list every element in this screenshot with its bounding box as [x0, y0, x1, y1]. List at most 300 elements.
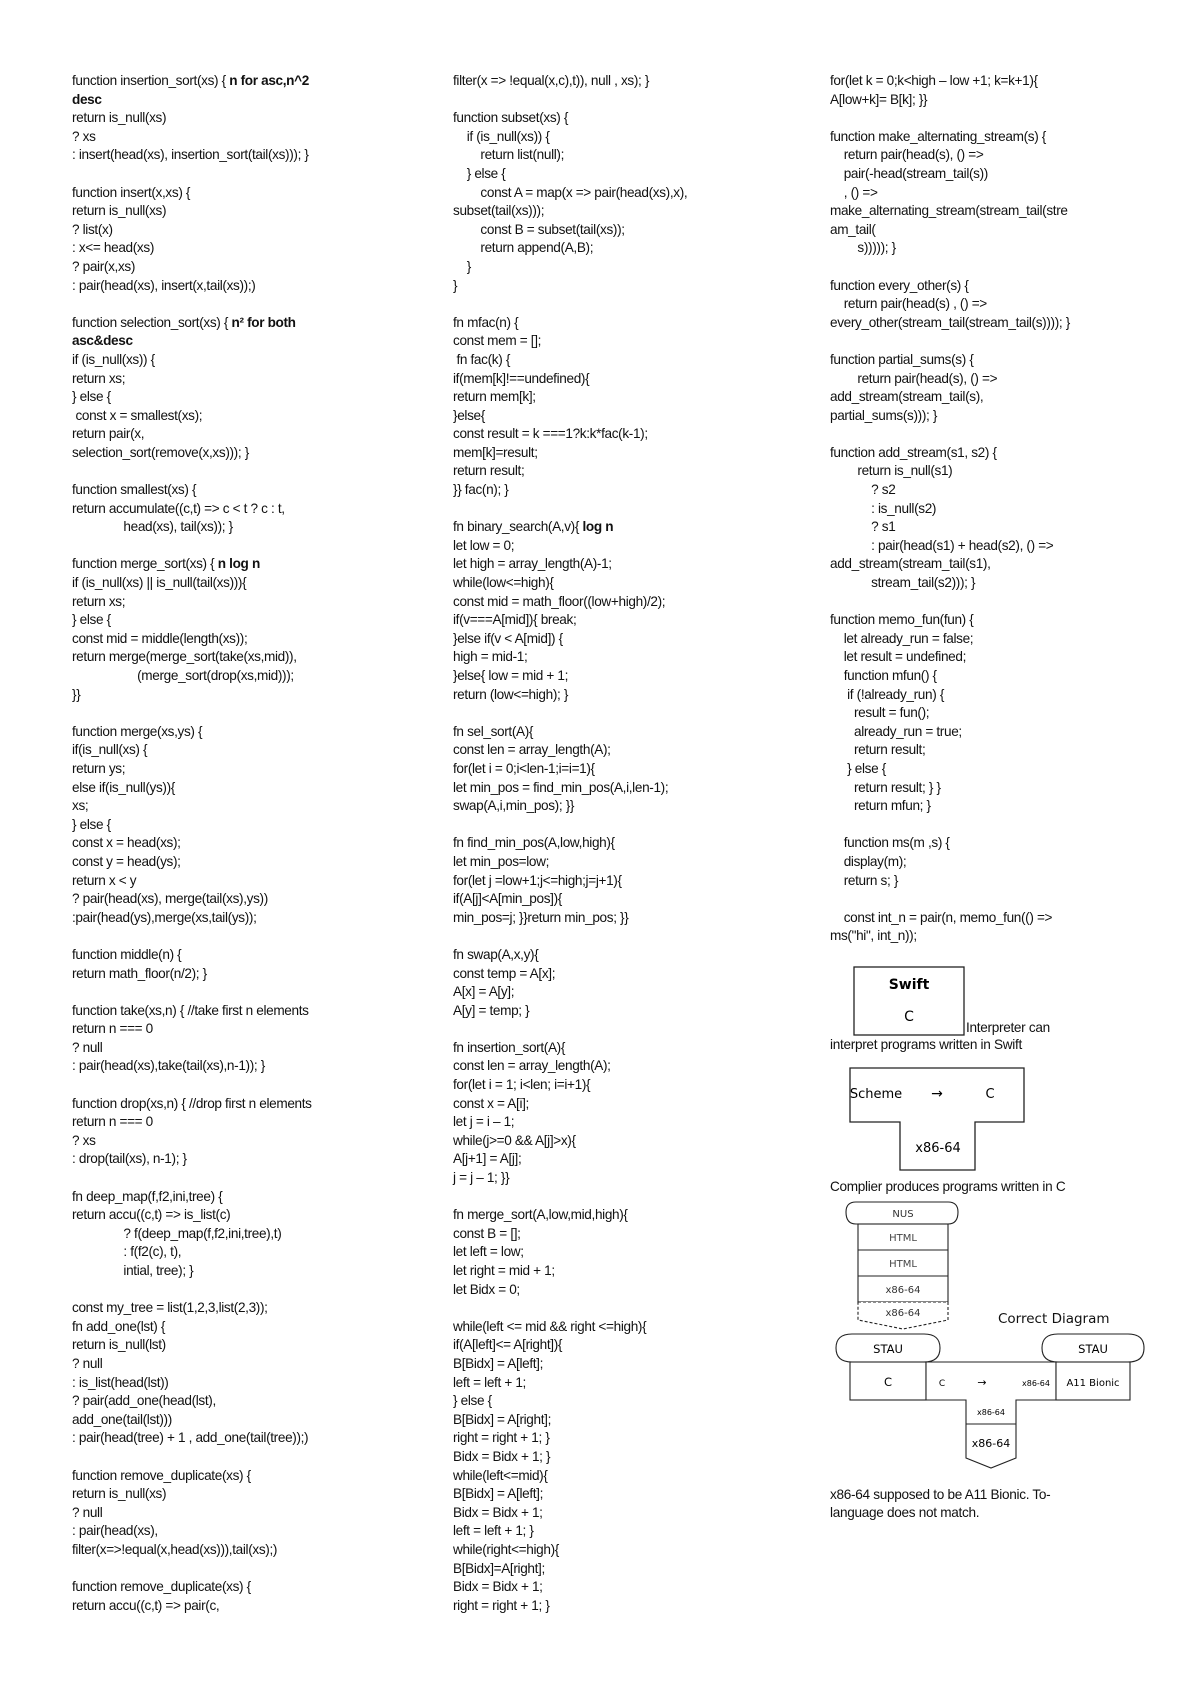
code-line: [453, 909, 788, 928]
code-line-text: const B = [];: [453, 1225, 521, 1241]
code-line: [453, 277, 788, 296]
code-line-text: fn deep_map(f,f2,ini,tree) {: [72, 1188, 223, 1204]
code-line-text: fn fac(k) {: [453, 351, 511, 367]
code-line-text: Bidx = Bidx + 1;: [453, 1504, 543, 1520]
code-line: [453, 574, 788, 593]
code-line-text: return accu((c,t) => is_list(c): [72, 1207, 231, 1223]
code-line-text: B[Bidx] = A[right];: [453, 1411, 551, 1427]
right-interpreter-top: STAU: [1078, 1341, 1108, 1356]
stack-label-5: x86-64: [885, 1307, 921, 1319]
code-block: [453, 1039, 788, 1188]
code-line: [453, 407, 788, 426]
code-line-text: , () =>: [830, 184, 878, 200]
code-line-text: for(let j =low+1;j<=high;j=j+1){: [453, 872, 622, 888]
code-line: [453, 1336, 788, 1355]
code-line: [453, 239, 788, 258]
code-block: [830, 909, 1160, 946]
code-line: [453, 890, 788, 909]
code-line: [830, 500, 1160, 519]
code-line: [453, 258, 788, 277]
code-line: [72, 277, 407, 296]
code-line-text: ? null: [72, 1504, 103, 1520]
code-line-text: const len = array_length(A);: [453, 742, 611, 758]
code-line-text: function drop(xs,n) { //drop first n elements: [72, 1095, 312, 1111]
code-line-text: const len = array_length(A);: [453, 1058, 611, 1074]
code-line: [830, 277, 1160, 296]
code-line: [830, 239, 1160, 258]
code-line-text: return xs;: [72, 593, 126, 609]
right-interpreter-bottom: A11 Bionic: [1066, 1377, 1120, 1389]
code-line: [453, 760, 788, 779]
code-line: [830, 370, 1160, 389]
code-line-text: function insertion_sort(xs) {: [72, 73, 230, 88]
code-line: [453, 1560, 788, 1579]
code-line: [72, 388, 407, 407]
code-line-text: return x < y: [72, 872, 137, 888]
code-block: [72, 1467, 407, 1560]
code-line: [453, 332, 788, 351]
code-line-text: : pair(head(tree) + 1 , add_one(tail(tree));): [72, 1430, 309, 1446]
code-line-text: fn find_min_pos(A,low,high){: [453, 835, 615, 851]
code-line: [453, 1504, 788, 1523]
code-line-text: const mid = middle(length(xs));: [72, 630, 248, 646]
code-line-text: return n === 0: [72, 1114, 153, 1130]
code-line-text: const result = k ===1?k:k*fac(k-1);: [453, 426, 648, 442]
code-line: [830, 165, 1160, 184]
left-interpreter-bottom: C: [883, 1374, 893, 1389]
code-block: [453, 1206, 788, 1299]
code-line: [72, 834, 407, 853]
code-line: [453, 946, 788, 965]
code-line-text: min_pos=j; }}return min_pos; }}: [453, 909, 629, 925]
code-line-text: fn binary_search(A,v){: [453, 519, 583, 535]
code-line-text: return mem[k];: [453, 389, 536, 405]
code-block: [830, 72, 1160, 109]
code-line: [72, 72, 407, 109]
code-line: [72, 1299, 407, 1318]
code-line: [453, 128, 788, 147]
code-line: [453, 518, 788, 537]
code-line-text: B[Bidx] = A[left];: [453, 1486, 544, 1502]
code-line: [830, 91, 1160, 110]
code-line-text: if (!already_run) {: [830, 686, 945, 702]
code-line-text: let right = mid + 1;: [453, 1263, 555, 1278]
code-line: [830, 853, 1160, 872]
interpreter-bottom-label: C: [904, 1008, 914, 1025]
compiler-source-label: Scheme: [849, 1086, 903, 1102]
code-line-text: ? s1: [830, 519, 896, 535]
code-line-text: const A = map(x => pair(head(xs),x),: [453, 184, 688, 200]
code-line: [72, 370, 407, 389]
code-line-text: selection_sort(remove(x,xs))); }: [72, 444, 249, 460]
notes-column-1: [72, 72, 407, 1634]
code-line: [830, 704, 1160, 723]
notes-column-3: [830, 72, 1160, 1522]
code-line-text: B[Bidx]=A[right];: [453, 1560, 545, 1576]
code-line-text: const temp = A[x];: [453, 965, 556, 981]
code-block: [453, 834, 788, 927]
code-line-text: return pair(x,: [72, 426, 145, 442]
code-line-text: return pair(head(s), () =>: [830, 147, 984, 163]
code-line-text: left = left + 1; }: [453, 1523, 534, 1539]
code-block: [72, 1188, 407, 1281]
code-line-text: function memo_fun(fun) {: [830, 612, 974, 628]
code-line-text: j = j – 1; }}: [453, 1170, 510, 1186]
code-line-text: function every_other(s) {: [830, 277, 969, 293]
code-line: [72, 686, 407, 705]
code-line: [72, 1374, 407, 1393]
code-line: [72, 1597, 407, 1616]
code-line: [453, 686, 788, 705]
code-line-text: make_alternating_stream(stream_tail(stre: [830, 203, 1068, 219]
code-line-text: return is_null(s1): [830, 463, 953, 479]
code-line-text: return is_null(lst): [72, 1337, 166, 1353]
code-line-text: ? xs: [72, 128, 96, 144]
code-line-text: :pair(head(ys),merge(xs,tail(ys));: [72, 909, 257, 925]
code-line: [830, 723, 1160, 742]
code-line-text: let min_pos = find_min_pos(A,i,len-1);: [453, 779, 669, 795]
code-line-text: return pair(head(s), () =>: [830, 370, 998, 386]
code-line: [72, 1355, 407, 1374]
stack-label-3: HTML: [889, 1258, 917, 1270]
code-block: [72, 1299, 407, 1448]
code-line: [453, 388, 788, 407]
code-line-text: function partial_sums(s) {: [830, 351, 974, 367]
code-line: [830, 221, 1160, 240]
code-line-text: fn swap(A,x,y){: [453, 946, 539, 962]
code-line: [72, 723, 407, 742]
code-line: [453, 1485, 788, 1504]
code-line-text: return mfun; }: [830, 798, 931, 814]
code-line: [72, 481, 407, 500]
code-line: [830, 779, 1160, 798]
code-line: [453, 1429, 788, 1448]
code-line: [72, 574, 407, 593]
code-line: [72, 741, 407, 760]
code-line-text: } else {: [453, 1393, 492, 1409]
code-line: [453, 1355, 788, 1374]
code-line: [72, 1504, 407, 1523]
code-line-text: return xs;: [72, 370, 126, 386]
code-line-text: }else if(v < A[mid]) {: [453, 630, 563, 646]
code-line: [453, 202, 788, 221]
code-line-text: : x<= head(xs): [72, 240, 154, 256]
code-line: [72, 1262, 407, 1281]
code-line: [453, 555, 788, 574]
code-line-text: for(let i = 1; i<len; i=i+1){: [453, 1077, 591, 1093]
code-line: [830, 909, 1160, 928]
code-line-text: return result;: [830, 742, 926, 758]
code-line-text: ? s2: [830, 482, 896, 498]
notes-column-2: [453, 72, 788, 1634]
code-line: [453, 1597, 788, 1616]
code-line: [72, 872, 407, 891]
complexity-note: n log n: [217, 556, 260, 572]
code-line: [453, 221, 788, 240]
code-line-text: : insert(head(xs), insertion_sort(tail(xs))); }: [72, 147, 309, 163]
code-line: [453, 723, 788, 742]
code-line: [72, 1578, 407, 1597]
combined-diagram: [830, 1196, 1160, 1480]
code-line: [830, 667, 1160, 686]
code-line-text: ms("hi", int_n));: [830, 928, 917, 944]
code-line-text: let low = 0;: [453, 537, 515, 553]
code-line: [453, 1076, 788, 1095]
code-line-text: stream_tail(s2))); }: [830, 575, 976, 591]
code-line-text: : pair(head(s1) + head(s2), () =>: [830, 537, 1054, 553]
code-block: [830, 444, 1160, 593]
code-line-text: head(xs), tail(xs)); }: [72, 519, 233, 535]
code-line: [72, 593, 407, 612]
code-line-text: : is_null(s2): [830, 500, 937, 516]
code-line-text: const x = A[i];: [453, 1095, 529, 1111]
code-line: [72, 109, 407, 128]
code-line-text: function mfun() {: [830, 668, 937, 683]
middle-compiler-machine: x86-64: [977, 1407, 1005, 1417]
code-line: [830, 146, 1160, 165]
code-line-text: const y = head(ys);: [72, 853, 181, 869]
code-line-text: }else{: [453, 407, 485, 423]
code-line-text: filter(x => !equal(x,c),t)), null , xs); }: [453, 73, 650, 88]
code-line-text: const int_n = pair(n, memo_fun(() =>: [830, 909, 1053, 925]
code-line-text: : f(f2(c), t),: [72, 1244, 182, 1260]
code-line-text: every_other(stream_tail(stream_tail(s)))); }: [830, 314, 1070, 330]
code-line: [453, 1392, 788, 1411]
code-line: [453, 853, 788, 872]
code-line-text: return result;: [453, 463, 525, 479]
code-line-text: (merge_sort(drop(xs,mid)));: [72, 668, 294, 683]
code-line: [453, 1281, 788, 1300]
code-line: [453, 1132, 788, 1151]
code-line-text: let high = array_length(A)-1;: [453, 556, 612, 572]
code-line: [830, 872, 1160, 891]
code-block: [72, 1095, 407, 1169]
code-line-text: }}: [72, 686, 81, 702]
code-line-text: return accu((c,t) => pair(c,: [72, 1597, 220, 1613]
code-line-text: fn add_one(lst) {: [72, 1318, 166, 1334]
code-line-text: : pair(head(xs),take(tail(xs),n-1)); }: [72, 1058, 265, 1074]
code-line-text: left = left + 1;: [453, 1374, 526, 1390]
code-line: [453, 444, 788, 463]
code-line-text: let left = low;: [453, 1244, 524, 1260]
code-line: [453, 1578, 788, 1597]
code-block: [72, 555, 407, 704]
code-line: [453, 779, 788, 798]
code-line-text: A[low+k]= B[k]; }}: [830, 91, 928, 107]
code-line-text: } else {: [72, 389, 111, 405]
code-line: [453, 146, 788, 165]
code-line: [72, 630, 407, 649]
code-line: [830, 295, 1160, 314]
code-line: [453, 1206, 788, 1225]
code-line: [830, 760, 1160, 779]
code-line: [72, 909, 407, 928]
code-block: [830, 128, 1160, 258]
code-line-text: partial_sums(s))); }: [830, 407, 938, 423]
code-line-text: return s; }: [830, 872, 899, 888]
code-line-text: const my_tree = list(1,2,3,list(2,3));: [72, 1300, 268, 1316]
diagram-footnote: x86-64 supposed to be A11 Bionic. To- language does not match.: [830, 1486, 1051, 1520]
code-line-text: : drop(tail(xs), n-1); }: [72, 1151, 187, 1167]
code-line-text: }: [453, 258, 471, 274]
code-line-text: right = right + 1; }: [453, 1597, 550, 1613]
code-line: [72, 1095, 407, 1114]
code-line-text: function make_alternating_stream(s) {: [830, 128, 1046, 144]
code-line: [72, 1392, 407, 1411]
code-block: [453, 946, 788, 1020]
code-line-text: fn mfac(n) {: [453, 314, 519, 330]
code-line-text: s))))); }: [830, 240, 896, 256]
code-line-text: am_tail(: [830, 221, 876, 237]
code-line: [72, 1020, 407, 1039]
code-line-text: if(A[left]<= A[right]){: [453, 1337, 563, 1353]
code-block: [830, 277, 1160, 333]
code-line: [453, 1095, 788, 1114]
code-line: [72, 1113, 407, 1132]
code-line-text: ? list(x): [72, 221, 113, 237]
code-line-text: function ms(m ,s) {: [830, 835, 950, 851]
code-line-text: swap(A,i,min_pos); }}: [453, 798, 575, 814]
code-line: [72, 221, 407, 240]
code-block: [453, 518, 788, 704]
code-block: [72, 72, 407, 165]
code-line: [72, 184, 407, 203]
code-block: [72, 1002, 407, 1076]
code-line: [453, 184, 788, 203]
code-line-text: return math_floor(n/2); }: [72, 965, 207, 981]
code-line-text: const mem = [];: [453, 333, 542, 349]
code-line-text: if (is_null(xs)) {: [72, 351, 155, 367]
code-line: [453, 481, 788, 500]
code-line: [830, 518, 1160, 537]
code-line: [72, 425, 407, 444]
code-line: [453, 314, 788, 333]
code-line-text: function remove_duplicate(xs) {: [72, 1467, 251, 1483]
code-line-text: let already_run = false;: [830, 630, 974, 646]
middle-compiler-arrow-icon: →: [977, 1375, 987, 1389]
code-block: [72, 946, 407, 983]
code-line: [453, 1002, 788, 1021]
complexity-note: n for asc,n^2 desc: [72, 73, 309, 107]
code-line-text: ? pair(add_one(head(lst),: [72, 1393, 216, 1409]
code-line-text: return result; } }: [830, 779, 941, 795]
code-line: [453, 834, 788, 853]
code-line-text: A[y] = temp; }: [453, 1002, 530, 1018]
code-line: [72, 1188, 407, 1207]
code-line-text: return accumulate((c,t) => c < t ? c : t,: [72, 500, 285, 516]
code-line: [72, 648, 407, 667]
code-line: [453, 1522, 788, 1541]
code-line: [453, 983, 788, 1002]
compiler-machine-label: x86-64: [915, 1140, 961, 1156]
code-line: [72, 1206, 407, 1225]
code-line: [830, 630, 1160, 649]
complexity-note: log n: [582, 519, 614, 535]
code-line: [72, 1002, 407, 1021]
code-line: [830, 797, 1160, 816]
code-line: [830, 686, 1160, 705]
code-line: [453, 741, 788, 760]
code-line: [72, 1411, 407, 1430]
code-line-text: if (is_null(xs) || is_null(tail(xs))){: [72, 575, 247, 591]
code-line-text: fn insertion_sort(A){: [453, 1039, 566, 1055]
code-line-text: : pair(head(xs), insert(x,tail(xs));): [72, 277, 256, 293]
code-line-text: }: [453, 277, 458, 293]
code-block: [72, 723, 407, 928]
code-line-text: function add_stream(s1, s2) {: [830, 444, 997, 460]
code-block: [453, 1318, 788, 1616]
complexity-note: n² for both asc&desc: [72, 314, 296, 349]
code-line-text: if(A[j]<A[min_pos]){: [453, 891, 562, 907]
code-line-text: while(right<=high){: [453, 1541, 559, 1557]
code-line: [453, 1374, 788, 1393]
code-line-text: return (low<=high); }: [453, 686, 569, 702]
code-line-text: function middle(n) {: [72, 946, 182, 962]
code-block: [453, 72, 788, 91]
code-line: [72, 1132, 407, 1151]
code-line-text: fn sel_sort(A){: [453, 723, 534, 739]
code-line-text: function merge_sort(xs) {: [72, 556, 218, 572]
code-line-text: pair(-head(stream_tail(s)): [830, 165, 988, 181]
code-line: [453, 1039, 788, 1058]
code-line: [72, 239, 407, 258]
code-line: [72, 555, 407, 574]
code-line: [72, 128, 407, 147]
code-line: [453, 109, 788, 128]
code-line-text: function take(xs,n) { //take first n elements: [72, 1002, 309, 1018]
code-line: [453, 1243, 788, 1262]
code-line: [72, 1039, 407, 1058]
code-block: [72, 314, 407, 463]
code-line-text: function remove_duplicate(xs) {: [72, 1579, 251, 1595]
code-line: [453, 1262, 788, 1281]
code-line: [453, 1169, 788, 1188]
code-line: [72, 1057, 407, 1076]
code-line: [453, 667, 788, 686]
code-line-text: fn merge_sort(A,low,mid,high){: [453, 1207, 628, 1223]
code-line: [830, 648, 1160, 667]
code-line-text: return append(A,B);: [453, 240, 594, 256]
code-line: [72, 816, 407, 835]
code-line: [453, 593, 788, 612]
code-line: [830, 72, 1160, 91]
code-line: [830, 314, 1160, 333]
code-line: [453, 1057, 788, 1076]
code-line: [453, 537, 788, 556]
code-line-text: let j = i – 1;: [453, 1114, 515, 1130]
code-line: [453, 872, 788, 891]
code-line: [453, 965, 788, 984]
code-block: [830, 834, 1160, 890]
code-line-text: return n === 0: [72, 1021, 153, 1037]
code-line: [72, 965, 407, 984]
code-line: [72, 1541, 407, 1560]
code-line-text: const B = subset(tail(xs));: [453, 221, 625, 237]
code-line: [830, 407, 1160, 426]
code-line: [72, 1336, 407, 1355]
code-line: [830, 741, 1160, 760]
code-line-text: ? pair(x,xs): [72, 258, 136, 274]
code-line-text: function selection_sort(xs) {: [72, 314, 232, 330]
code-line-text: let Bidx = 0;: [453, 1281, 520, 1297]
left-interpreter-top: STAU: [873, 1341, 903, 1356]
column-3-code: [830, 72, 1160, 946]
code-line: [72, 779, 407, 798]
code-line: [453, 72, 788, 91]
code-line-text: filter(x=>!equal(x,head(xs))),tail(xs);): [72, 1541, 278, 1557]
compiler-arrow-icon: →: [931, 1085, 943, 1102]
code-line: [72, 1522, 407, 1541]
